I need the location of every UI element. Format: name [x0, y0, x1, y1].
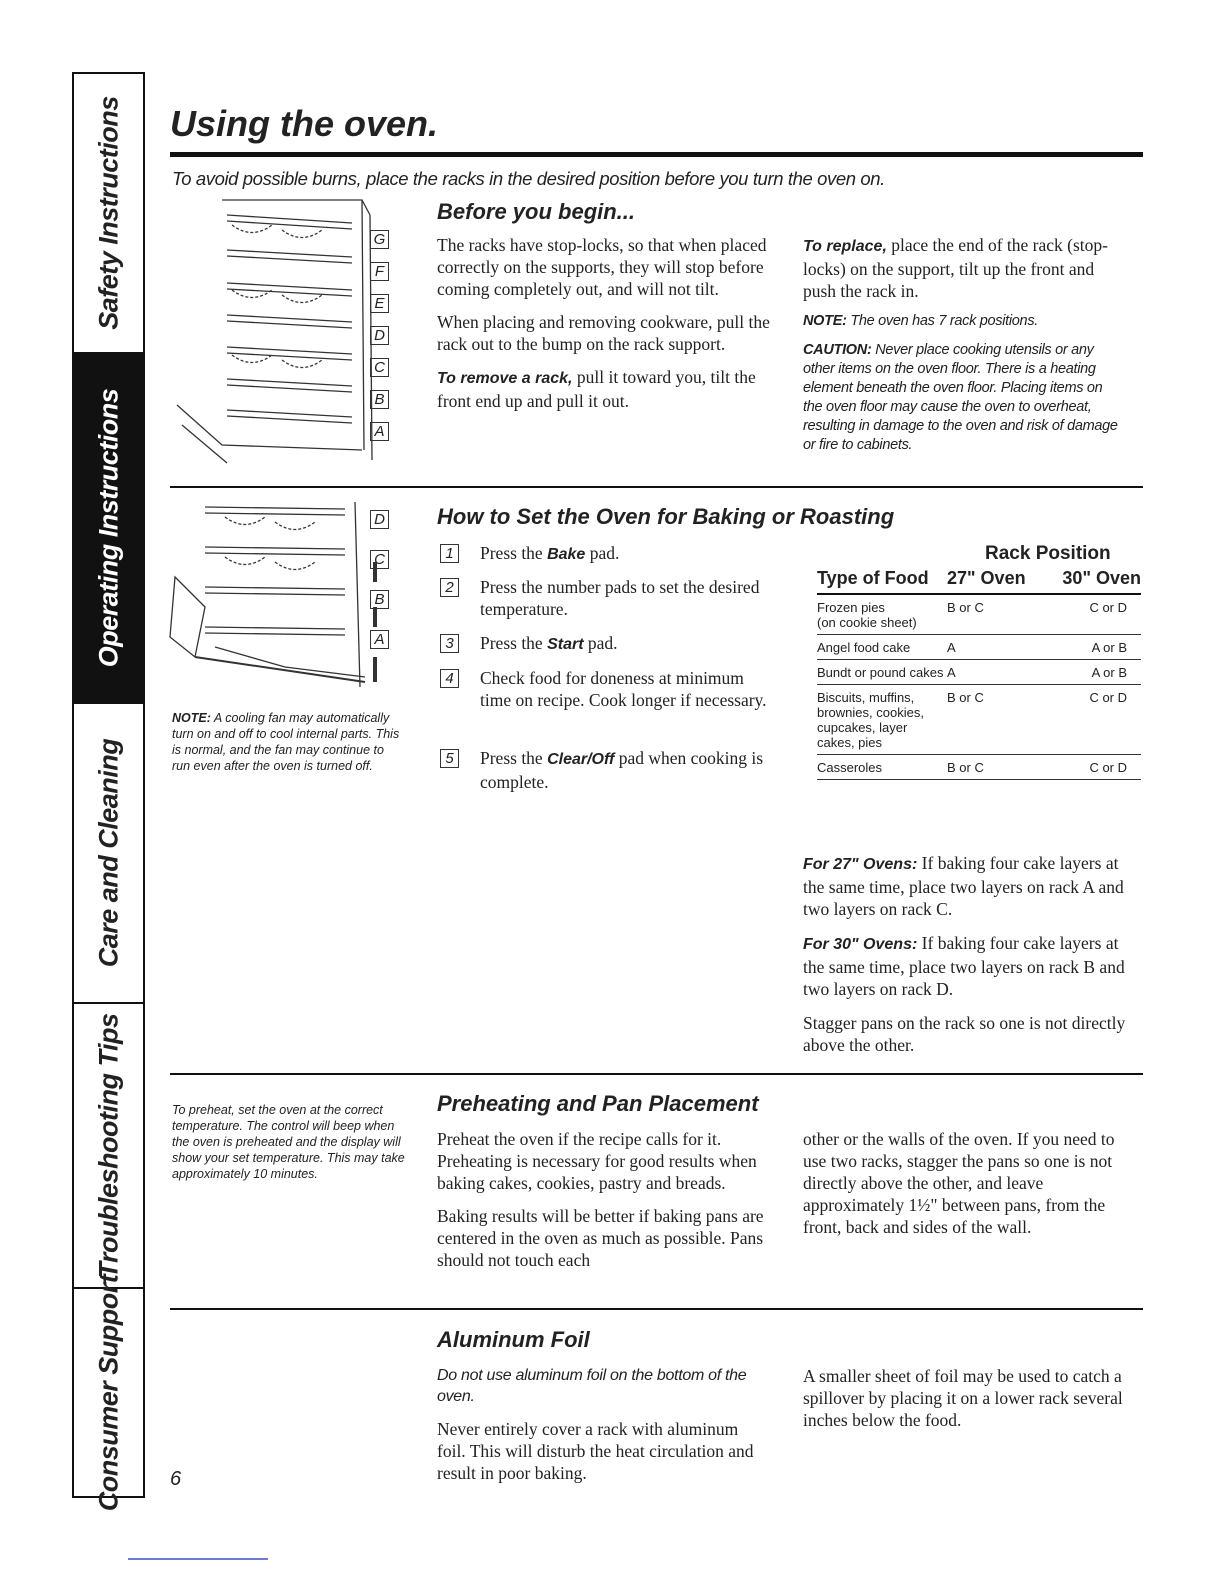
col-27-oven: 27" Oven	[947, 568, 1052, 594]
before-p2: When placing and removing cookware, pull the rack out to the bump on the rack support.	[437, 312, 770, 354]
cell-food: Angel food cake	[817, 635, 947, 660]
section-rule	[170, 486, 1143, 488]
col-type-of-food: Type of Food	[817, 568, 947, 594]
step-text: Press the Start pad.	[480, 633, 618, 653]
rack-position-title: Rack Position	[985, 543, 1111, 564]
table-row	[817, 594, 1141, 635]
table-row	[817, 755, 1141, 780]
rack-letter-box: B	[370, 390, 394, 422]
foil-heading: Aluminum Foil	[437, 1327, 590, 1352]
section-rule	[170, 1073, 1143, 1075]
table-header-row	[817, 568, 1141, 594]
foil-p2: A smaller sheet of foil may be used to catch a spillover by placing it on a lower rack several inches below the food.	[803, 1366, 1123, 1430]
table-row	[817, 660, 1141, 685]
rack-position-table	[817, 568, 1141, 780]
foil-column-left	[437, 1365, 767, 1484]
stagger-note: Stagger pans on the rack so one is not directly above the other.	[803, 1013, 1126, 1055]
cell-27-oven: B or C	[947, 594, 1052, 635]
baking-rack-letter-column	[370, 510, 394, 670]
tab-safety-instructions[interactable]: Safety Instructions	[74, 74, 143, 354]
rack-letter-box: A	[370, 422, 394, 454]
bottom-link-rule	[128, 1558, 268, 1560]
section-tabs	[72, 72, 145, 1511]
for30-rest: If baking four cake layers at the same time, place two layers on rack B and two layers on rack D.	[803, 933, 1125, 999]
step-text: Press the Bake pad.	[480, 543, 620, 563]
step-number: 3	[440, 634, 459, 653]
fan-note-rest: A cooling fan may automatically turn on and off to cool internal parts. This is normal, and the fan may continue to run even after the oven is turned off.	[172, 711, 400, 773]
cell-food: Bundt or pound cakes	[817, 660, 947, 685]
before-column-left	[437, 234, 772, 412]
cell-27-oven: A	[947, 660, 1052, 685]
rack-letter-box: B	[370, 590, 394, 630]
remove-rack-rest: pull it toward you, tilt the front end up and pull it out.	[437, 367, 756, 411]
rack-letter-box: A	[370, 630, 394, 670]
cell-27-oven: B or C	[947, 685, 1052, 755]
for27-rest: If baking four cake layers at the same time, place two layers on rack A and two layers on rack C.	[803, 853, 1124, 919]
preheat-column-left	[437, 1128, 772, 1271]
replace-lead: To replace,	[803, 238, 887, 255]
page-number: 6	[170, 1468, 182, 1490]
preheat-p1: Preheat the oven if the recipe calls for it. Preheating is necessary for good results when baking cakes, cookies, pastry and breads.	[437, 1129, 757, 1193]
before-column-right	[803, 234, 1123, 455]
cell-30-oven: A or B	[1052, 660, 1141, 685]
page-title: Using the oven.	[170, 103, 439, 144]
rack-letter-box: D	[370, 510, 394, 550]
rack-letter-box: D	[370, 326, 394, 358]
rack-letter-box: C	[370, 550, 394, 590]
for30-lead: For 30" Ovens:	[803, 936, 918, 953]
preheat-p3: other or the walls of the oven. If you need to use two racks, stagger the pans so one is not directly above the other, and leave approximately 1½" between pans, from the front, back and sides of the wall.	[803, 1129, 1115, 1237]
replace-rest: place the end of the rack (stop-locks) on the support, tilt up the front and push the rack in.	[803, 235, 1108, 301]
preheat-side-note: To preheat, set the oven at the correct temperature. The control will beep when the oven is preheated and the display will show your set temperature. This may take approximately 10 minutes.	[172, 1103, 405, 1181]
step-number: 1	[440, 544, 459, 563]
step-text: Press the Clear/Off pad when cooking is complete.	[480, 748, 764, 792]
cell-30-oven: A or B	[1052, 635, 1141, 660]
fan-note-lead: NOTE:	[172, 711, 211, 725]
section-rule	[170, 1308, 1143, 1310]
for27-lead: For 27" Ovens:	[803, 856, 918, 873]
rack-letter-box: E	[370, 294, 394, 326]
remove-rack-text	[437, 366, 772, 412]
baking-steps	[440, 542, 770, 802]
rack-letter-column	[370, 230, 394, 454]
tab-care-and-cleaning[interactable]: Care and Cleaning	[74, 704, 143, 1004]
rack-letter-box: F	[370, 262, 394, 294]
for-30-oven-note	[803, 932, 1143, 1000]
table-row	[817, 635, 1141, 660]
oven-size-notes	[803, 852, 1143, 1056]
table-row	[817, 685, 1141, 755]
cell-30-oven: C or D	[1052, 594, 1141, 635]
remove-rack-lead: To remove a rack,	[437, 370, 573, 387]
for-27-oven-note	[803, 852, 1143, 920]
cell-27-oven: B or C	[947, 755, 1052, 780]
cell-food: Frozen pies (on cookie sheet)	[817, 594, 947, 635]
note-lead: NOTE:	[803, 313, 847, 329]
step-number: 2	[440, 578, 459, 597]
caution-text	[803, 341, 1123, 455]
foil-p1: Never entirely cover a rack with aluminum foil. This will disturb the heat circulation and result in poor baking.	[437, 1419, 754, 1483]
foil-warning: Do not use aluminum foil on the bottom of the oven.	[437, 1367, 747, 1405]
col-30-oven: 30" Oven	[1052, 568, 1141, 594]
oven-baking-illustration	[165, 497, 405, 697]
step-number: 5	[440, 749, 459, 768]
replace-rack-text	[803, 234, 1123, 302]
cell-food: Casseroles	[817, 755, 947, 780]
tab-consumer-support[interactable]: Consumer Support	[93, 1274, 123, 1511]
tab-operating-instructions[interactable]: Operating Instructions	[74, 354, 143, 704]
cooling-fan-note	[172, 710, 400, 774]
cell-30-oven: C or D	[1052, 755, 1141, 780]
intro-text: To avoid possible burns, place the racks in the desired position before you turn the oven on.	[172, 168, 885, 189]
preheat-heading: Preheating and Pan Placement	[437, 1091, 759, 1116]
preheat-p2: Baking results will be better if baking pans are centered in the oven as much as possible. Pans should not touch each	[437, 1206, 764, 1270]
cell-food: Biscuits, muffins, brownies, cookies, cupcakes, layer cakes, pies	[817, 685, 947, 755]
caution-lead: CAUTION:	[803, 342, 872, 358]
before-heading: Before you begin...	[437, 199, 636, 224]
baking-heading: How to Set the Oven for Baking or Roasting	[437, 504, 895, 529]
note-rest: The oven has 7 rack positions.	[846, 313, 1039, 329]
tab-troubleshooting-tips[interactable]: Troubleshooting Tips	[74, 1004, 143, 1289]
rack-letter-box: G	[370, 230, 394, 262]
rack-positions-note	[803, 312, 1123, 331]
cell-27-oven: A	[947, 635, 1052, 660]
title-rule	[170, 152, 1143, 157]
before-p1: The racks have stop-locks, so that when placed correctly on the supports, they will stop before coming completely out, and will not tilt.	[437, 235, 767, 299]
step-text: Press the number pads to set the desired temperature.	[480, 577, 760, 619]
caution-rest: Never place cooking utensils or any other items on the oven floor. There is a heating element beneath the oven floor. Placing items on the oven floor may cause the oven to overheat, resulting in damage to the oven and risk of damage or fire to cabinets.	[803, 342, 1118, 453]
cell-30-oven: C or D	[1052, 685, 1141, 755]
step-number: 4	[440, 669, 459, 688]
rack-letter-box: C	[370, 358, 394, 390]
step-text: Check food for doneness at minimum time on recipe. Cook longer if necessary.	[480, 668, 767, 710]
